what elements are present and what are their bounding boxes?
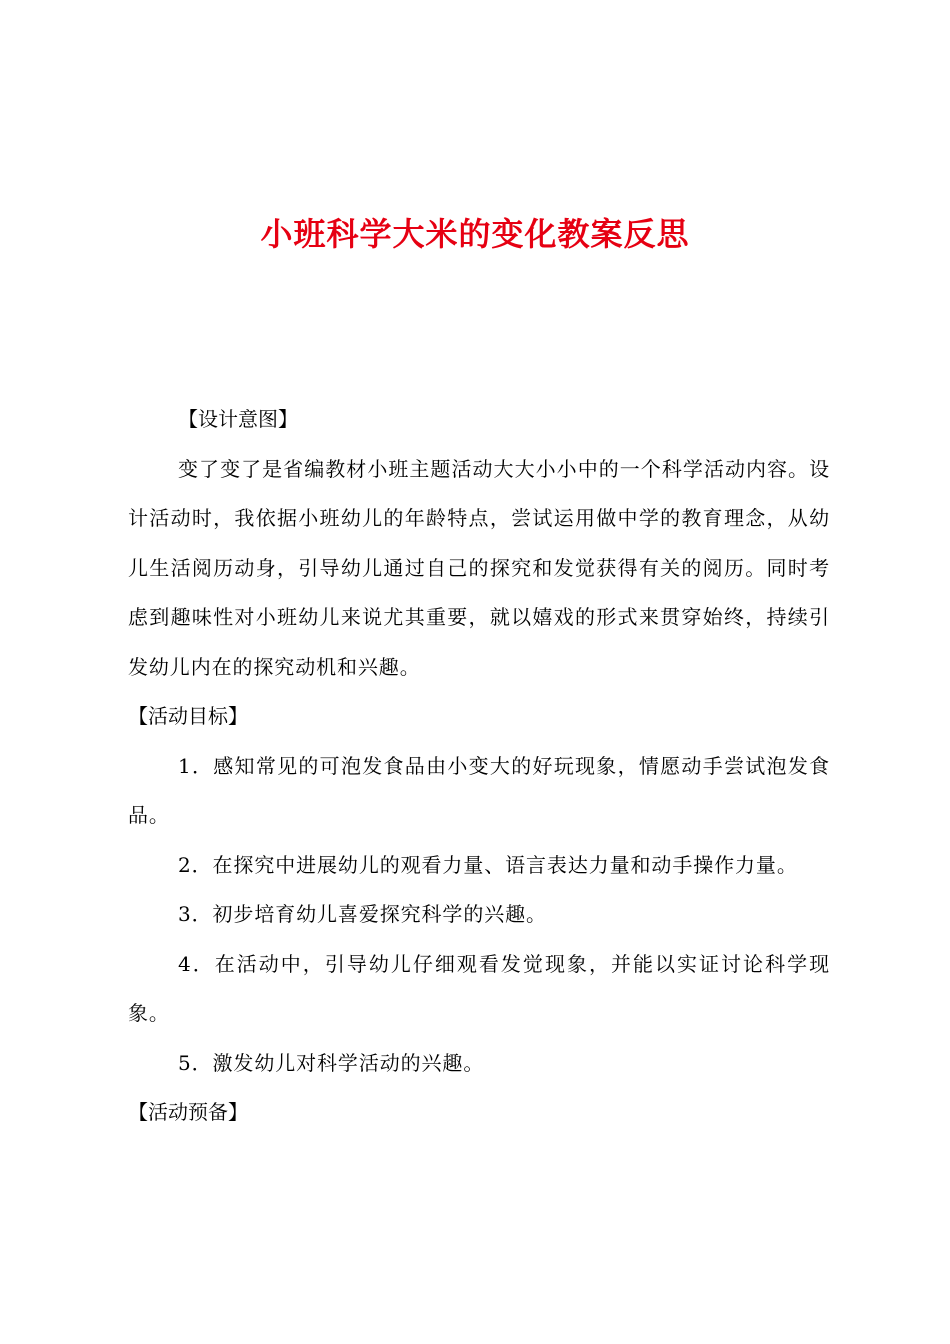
section-heading-activity-goals: 【活动目标】 <box>128 704 248 728</box>
section-heading-activity-preparation: 【活动预备】 <box>128 1100 248 1124</box>
goal-item-5: 5．激发幼儿对科学活动的兴趣。 <box>178 1050 485 1075</box>
goal-item-1: 1．感知常见的可泡发食品由小变大的好玩现象，情愿动手尝试泡发食品。 <box>128 753 830 827</box>
page-title: 小班科学大米的变化教案反思 <box>260 215 690 253</box>
goal-item-4: 4．在活动中，引导幼儿仔细观看发觉现象，并能以实证讨论科学现象。 <box>128 951 830 1025</box>
paragraph-design-intent: 变了变了是省编教材小班主题活动大大小小中的一个科学活动内容。设计活动时，我依据小班幼儿的年龄特点，尝试运用做中学的教育理念，从幼儿生活阅历动身，引导幼儿通过自己的探究和发觉获得有关的阅历。同时考虑到趣味性对小班幼儿来说尤其重要，就以嬉戏的形式来贯穿始终，持续引发幼儿内在的探究动机和兴趣。 <box>128 456 830 679</box>
goal-item-3: 3．初步培育幼儿喜爱探究科学的兴趣。 <box>178 902 547 926</box>
section-heading-design-intent: 【设计意图】 <box>178 407 298 431</box>
document-body <box>128 395 830 1138</box>
goal-item-2: 2．在探究中进展幼儿的观看力量、语言表达力量和动手操作力量。 <box>178 852 798 877</box>
